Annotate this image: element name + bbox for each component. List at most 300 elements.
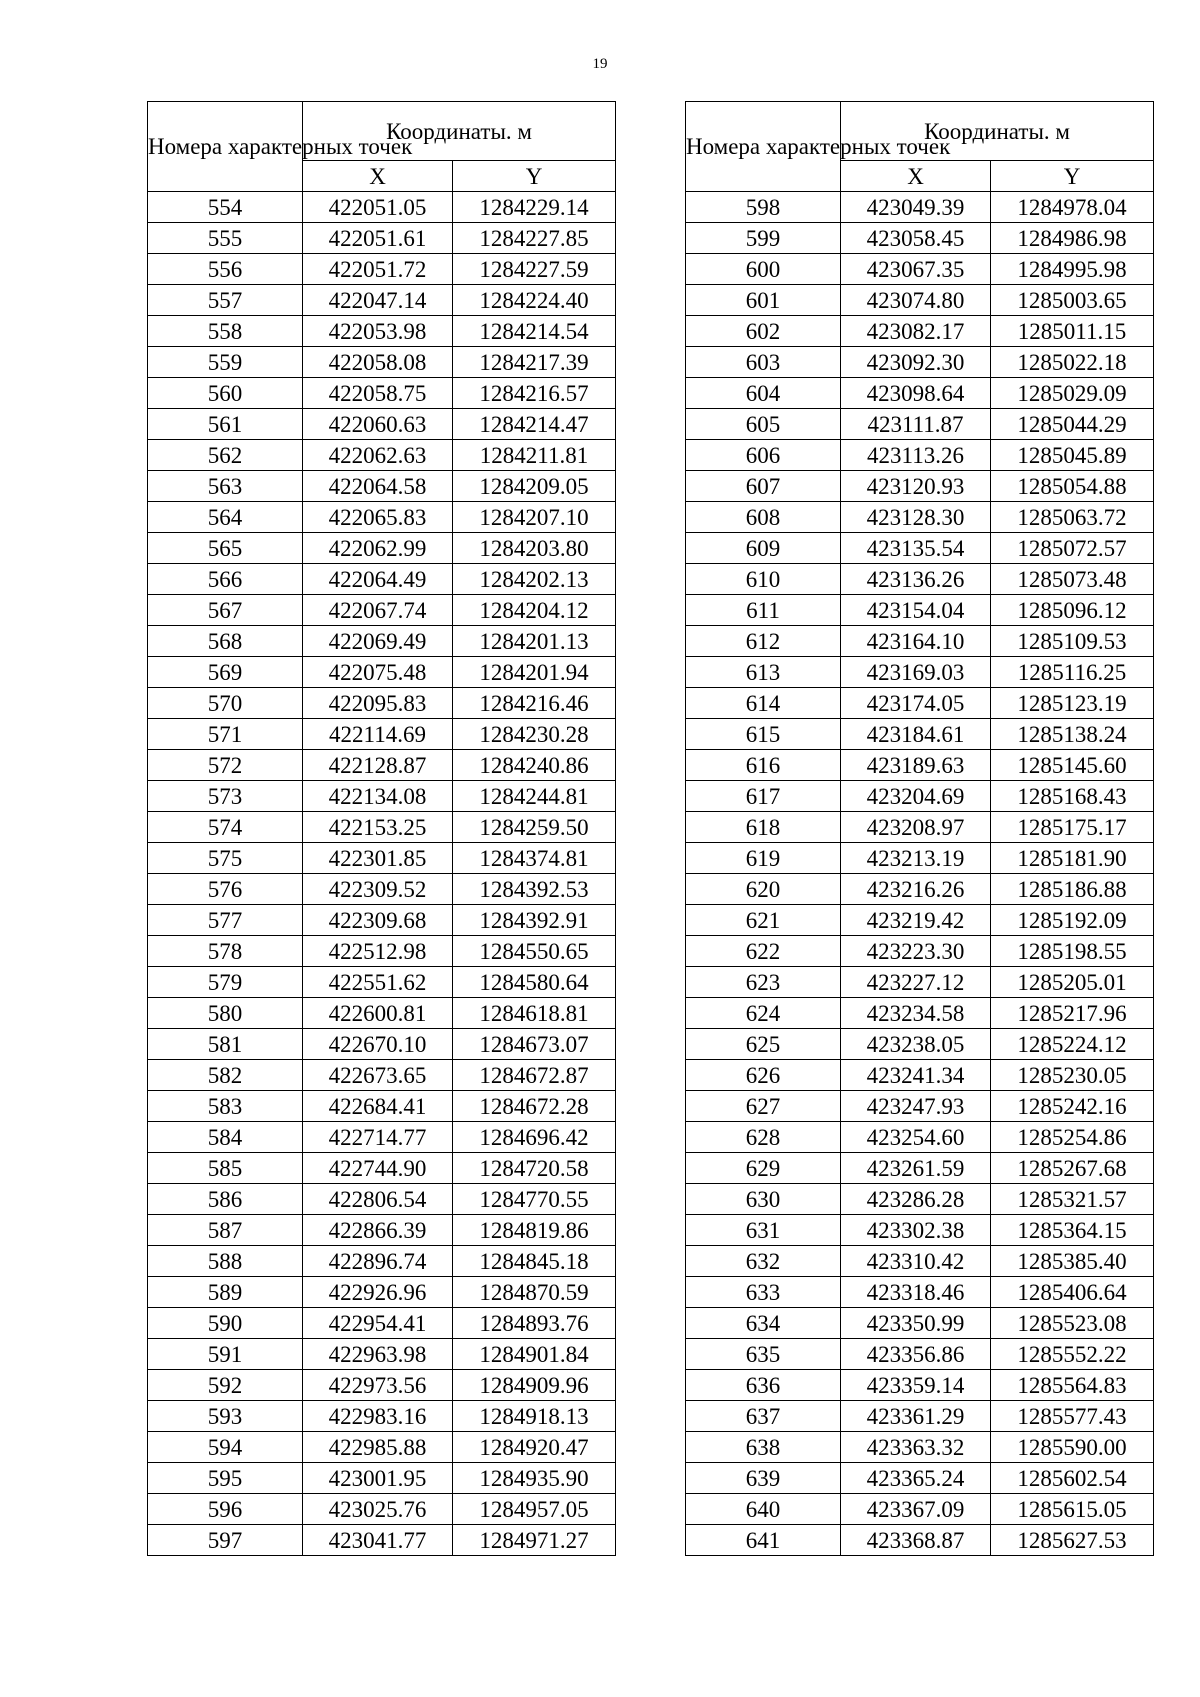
point-number-cell: 615 <box>686 719 841 750</box>
table-row <box>148 967 616 998</box>
y-coordinate-cell: 1285116.25 <box>991 657 1154 688</box>
header-point-numbers: Номера характерных точек <box>686 102 841 192</box>
y-coordinate-cell: 1284673.07 <box>453 1029 616 1060</box>
x-coordinate-cell: 423092.30 <box>841 347 991 378</box>
point-number-cell: 570 <box>148 688 303 719</box>
table-row <box>148 1091 616 1122</box>
x-coordinate-cell: 423049.39 <box>841 192 991 223</box>
y-coordinate-cell: 1284201.94 <box>453 657 616 688</box>
y-coordinate-cell: 1284216.46 <box>453 688 616 719</box>
point-number-cell: 568 <box>148 626 303 657</box>
y-coordinate-cell: 1284995.98 <box>991 254 1154 285</box>
table-row <box>148 378 616 409</box>
y-coordinate-cell: 1285022.18 <box>991 347 1154 378</box>
table-row <box>148 1246 616 1277</box>
point-number-cell: 590 <box>148 1308 303 1339</box>
x-coordinate-cell: 423208.97 <box>841 812 991 843</box>
point-number-cell: 572 <box>148 750 303 781</box>
x-coordinate-cell: 423216.26 <box>841 874 991 905</box>
table-row <box>686 1215 1154 1246</box>
point-number-cell: 636 <box>686 1370 841 1401</box>
y-coordinate-cell: 1285364.15 <box>991 1215 1154 1246</box>
x-coordinate-cell: 423254.60 <box>841 1122 991 1153</box>
x-coordinate-cell: 422309.52 <box>303 874 453 905</box>
point-number-cell: 639 <box>686 1463 841 1494</box>
y-coordinate-cell: 1284978.04 <box>991 192 1154 223</box>
point-number-cell: 614 <box>686 688 841 719</box>
x-coordinate-cell: 422067.74 <box>303 595 453 626</box>
x-coordinate-cell: 422714.77 <box>303 1122 453 1153</box>
y-coordinate-cell: 1284971.27 <box>453 1525 616 1556</box>
y-coordinate-cell: 1284909.96 <box>453 1370 616 1401</box>
y-coordinate-cell: 1285138.24 <box>991 719 1154 750</box>
x-coordinate-cell: 423154.04 <box>841 595 991 626</box>
x-coordinate-cell: 422069.49 <box>303 626 453 657</box>
point-number-cell: 569 <box>148 657 303 688</box>
y-coordinate-cell: 1284893.76 <box>453 1308 616 1339</box>
table-row <box>148 1029 616 1060</box>
y-coordinate-cell: 1285168.43 <box>991 781 1154 812</box>
x-coordinate-cell: 423041.77 <box>303 1525 453 1556</box>
x-coordinate-cell: 423113.26 <box>841 440 991 471</box>
point-number-cell: 608 <box>686 502 841 533</box>
table-row <box>686 1370 1154 1401</box>
y-coordinate-cell: 1285602.54 <box>991 1463 1154 1494</box>
x-coordinate-cell: 423174.05 <box>841 688 991 719</box>
y-coordinate-cell: 1284201.13 <box>453 626 616 657</box>
y-coordinate-cell: 1285267.68 <box>991 1153 1154 1184</box>
table-row <box>686 1277 1154 1308</box>
y-coordinate-cell: 1284227.59 <box>453 254 616 285</box>
point-number-cell: 618 <box>686 812 841 843</box>
point-number-cell: 564 <box>148 502 303 533</box>
point-number-cell: 591 <box>148 1339 303 1370</box>
table-row <box>148 1184 616 1215</box>
x-coordinate-cell: 423365.24 <box>841 1463 991 1494</box>
x-coordinate-cell: 423318.46 <box>841 1277 991 1308</box>
y-coordinate-cell: 1284920.47 <box>453 1432 616 1463</box>
table-row <box>686 719 1154 750</box>
y-coordinate-cell: 1285224.12 <box>991 1029 1154 1060</box>
table-row <box>148 1339 616 1370</box>
point-number-cell: 616 <box>686 750 841 781</box>
point-number-cell: 594 <box>148 1432 303 1463</box>
table-row <box>686 1153 1154 1184</box>
x-coordinate-cell: 423350.99 <box>841 1308 991 1339</box>
header-coordinates: Координаты. м <box>303 102 616 161</box>
y-coordinate-cell: 1284901.84 <box>453 1339 616 1370</box>
y-coordinate-cell: 1284211.81 <box>453 440 616 471</box>
x-coordinate-cell: 422744.90 <box>303 1153 453 1184</box>
x-coordinate-cell: 422058.08 <box>303 347 453 378</box>
y-coordinate-cell: 1284392.53 <box>453 874 616 905</box>
point-number-cell: 557 <box>148 285 303 316</box>
x-coordinate-cell: 422806.54 <box>303 1184 453 1215</box>
x-coordinate-cell: 423128.30 <box>841 502 991 533</box>
x-coordinate-cell: 423135.54 <box>841 533 991 564</box>
point-number-cell: 625 <box>686 1029 841 1060</box>
point-number-cell: 581 <box>148 1029 303 1060</box>
x-coordinate-cell: 422051.05 <box>303 192 453 223</box>
y-coordinate-cell: 1284770.55 <box>453 1184 616 1215</box>
point-number-cell: 558 <box>148 316 303 347</box>
y-coordinate-cell: 1285072.57 <box>991 533 1154 564</box>
y-coordinate-cell: 1285145.60 <box>991 750 1154 781</box>
point-number-cell: 612 <box>686 626 841 657</box>
y-coordinate-cell: 1285230.05 <box>991 1060 1154 1091</box>
y-coordinate-cell: 1285044.29 <box>991 409 1154 440</box>
table-row <box>148 1215 616 1246</box>
x-coordinate-cell: 423082.17 <box>841 316 991 347</box>
y-coordinate-cell: 1284202.13 <box>453 564 616 595</box>
point-number-cell: 584 <box>148 1122 303 1153</box>
x-coordinate-cell: 422954.41 <box>303 1308 453 1339</box>
x-coordinate-cell: 423367.09 <box>841 1494 991 1525</box>
table-row <box>148 595 616 626</box>
y-coordinate-cell: 1285590.00 <box>991 1432 1154 1463</box>
y-coordinate-cell: 1285254.86 <box>991 1122 1154 1153</box>
table-row <box>686 223 1154 254</box>
y-coordinate-cell: 1284392.91 <box>453 905 616 936</box>
x-coordinate-cell: 423241.34 <box>841 1060 991 1091</box>
y-coordinate-cell: 1284720.58 <box>453 1153 616 1184</box>
point-number-cell: 567 <box>148 595 303 626</box>
table-row <box>686 626 1154 657</box>
point-number-cell: 595 <box>148 1463 303 1494</box>
x-coordinate-cell: 423368.87 <box>841 1525 991 1556</box>
x-coordinate-cell: 422301.85 <box>303 843 453 874</box>
table-row <box>686 347 1154 378</box>
y-coordinate-cell: 1284986.98 <box>991 223 1154 254</box>
table-row <box>148 471 616 502</box>
y-coordinate-cell: 1285523.08 <box>991 1308 1154 1339</box>
table-row <box>148 316 616 347</box>
point-number-cell: 633 <box>686 1277 841 1308</box>
x-coordinate-cell: 422973.56 <box>303 1370 453 1401</box>
point-number-cell: 580 <box>148 998 303 1029</box>
table-body <box>686 192 1154 1556</box>
y-coordinate-cell: 1285242.16 <box>991 1091 1154 1122</box>
x-coordinate-cell: 422985.88 <box>303 1432 453 1463</box>
table-row <box>686 998 1154 1029</box>
table-row <box>686 750 1154 781</box>
point-number-cell: 632 <box>686 1246 841 1277</box>
x-coordinate-cell: 423227.12 <box>841 967 991 998</box>
table-row <box>686 533 1154 564</box>
header-point-numbers: Номера характерных точек <box>148 102 303 192</box>
page-number: 19 <box>592 56 608 72</box>
table-row <box>148 440 616 471</box>
point-number-cell: 565 <box>148 533 303 564</box>
point-number-cell: 640 <box>686 1494 841 1525</box>
point-number-cell: 566 <box>148 564 303 595</box>
y-coordinate-cell: 1284216.57 <box>453 378 616 409</box>
x-coordinate-cell: 422075.48 <box>303 657 453 688</box>
x-coordinate-cell: 423169.03 <box>841 657 991 688</box>
x-coordinate-cell: 423361.29 <box>841 1401 991 1432</box>
table-row <box>686 378 1154 409</box>
point-number-cell: 577 <box>148 905 303 936</box>
table-row <box>686 1060 1154 1091</box>
y-coordinate-cell: 1285627.53 <box>991 1525 1154 1556</box>
x-coordinate-cell: 422134.08 <box>303 781 453 812</box>
x-coordinate-cell: 422047.14 <box>303 285 453 316</box>
point-number-cell: 600 <box>686 254 841 285</box>
point-number-cell: 585 <box>148 1153 303 1184</box>
table-row <box>686 874 1154 905</box>
table-row <box>148 285 616 316</box>
table-row <box>686 254 1154 285</box>
x-coordinate-cell: 423310.42 <box>841 1246 991 1277</box>
point-number-cell: 563 <box>148 471 303 502</box>
point-number-cell: 623 <box>686 967 841 998</box>
table-row <box>686 1029 1154 1060</box>
table-row <box>686 1091 1154 1122</box>
x-coordinate-cell: 423001.95 <box>303 1463 453 1494</box>
table-row <box>148 1060 616 1091</box>
x-coordinate-cell: 422128.87 <box>303 750 453 781</box>
table-row <box>686 595 1154 626</box>
y-coordinate-cell: 1284550.65 <box>453 936 616 967</box>
table-row <box>148 1122 616 1153</box>
y-coordinate-cell: 1284244.81 <box>453 781 616 812</box>
x-coordinate-cell: 422065.83 <box>303 502 453 533</box>
point-number-cell: 586 <box>148 1184 303 1215</box>
header-coordinates: Координаты. м <box>841 102 1154 161</box>
y-coordinate-cell: 1285205.01 <box>991 967 1154 998</box>
x-coordinate-cell: 423219.42 <box>841 905 991 936</box>
table-row <box>686 1122 1154 1153</box>
table-row <box>148 1525 616 1556</box>
table-row <box>148 688 616 719</box>
point-number-cell: 631 <box>686 1215 841 1246</box>
x-coordinate-cell: 423356.86 <box>841 1339 991 1370</box>
y-coordinate-cell: 1284374.81 <box>453 843 616 874</box>
x-coordinate-cell: 423223.30 <box>841 936 991 967</box>
y-coordinate-cell: 1285406.64 <box>991 1277 1154 1308</box>
header-x: X <box>303 161 453 192</box>
x-coordinate-cell: 422051.72 <box>303 254 453 285</box>
point-number-cell: 638 <box>686 1432 841 1463</box>
point-number-cell: 604 <box>686 378 841 409</box>
y-coordinate-cell: 1285096.12 <box>991 595 1154 626</box>
table-row <box>148 502 616 533</box>
y-coordinate-cell: 1285186.88 <box>991 874 1154 905</box>
x-coordinate-cell: 423213.19 <box>841 843 991 874</box>
table-row <box>148 1277 616 1308</box>
point-number-cell: 599 <box>686 223 841 254</box>
y-coordinate-cell: 1285217.96 <box>991 998 1154 1029</box>
table-row <box>148 347 616 378</box>
x-coordinate-cell: 422309.68 <box>303 905 453 936</box>
x-coordinate-cell: 422064.58 <box>303 471 453 502</box>
table-row <box>148 998 616 1029</box>
x-coordinate-cell: 422095.83 <box>303 688 453 719</box>
y-coordinate-cell: 1284217.39 <box>453 347 616 378</box>
point-number-cell: 619 <box>686 843 841 874</box>
x-coordinate-cell: 422673.65 <box>303 1060 453 1091</box>
x-coordinate-cell: 423074.80 <box>841 285 991 316</box>
x-coordinate-cell: 423164.10 <box>841 626 991 657</box>
x-coordinate-cell: 422926.96 <box>303 1277 453 1308</box>
x-coordinate-cell: 423136.26 <box>841 564 991 595</box>
point-number-cell: 620 <box>686 874 841 905</box>
y-coordinate-cell: 1284229.14 <box>453 192 616 223</box>
coordinates-table-right <box>685 101 1154 1556</box>
table-row <box>148 812 616 843</box>
y-coordinate-cell: 1285109.53 <box>991 626 1154 657</box>
point-number-cell: 573 <box>148 781 303 812</box>
table-row <box>148 1308 616 1339</box>
point-number-cell: 601 <box>686 285 841 316</box>
x-coordinate-cell: 423184.61 <box>841 719 991 750</box>
table-row <box>686 1184 1154 1215</box>
x-coordinate-cell: 423234.58 <box>841 998 991 1029</box>
table-row <box>686 781 1154 812</box>
table-row <box>686 936 1154 967</box>
y-coordinate-cell: 1285029.09 <box>991 378 1154 409</box>
point-number-cell: 560 <box>148 378 303 409</box>
y-coordinate-cell: 1284240.86 <box>453 750 616 781</box>
point-number-cell: 578 <box>148 936 303 967</box>
point-number-cell: 582 <box>148 1060 303 1091</box>
point-number-cell: 607 <box>686 471 841 502</box>
point-number-cell: 617 <box>686 781 841 812</box>
x-coordinate-cell: 422060.63 <box>303 409 453 440</box>
x-coordinate-cell: 422058.75 <box>303 378 453 409</box>
y-coordinate-cell: 1285181.90 <box>991 843 1154 874</box>
x-coordinate-cell: 423058.45 <box>841 223 991 254</box>
point-number-cell: 628 <box>686 1122 841 1153</box>
x-coordinate-cell: 422684.41 <box>303 1091 453 1122</box>
table-row <box>686 502 1154 533</box>
table-row <box>148 719 616 750</box>
point-number-cell: 634 <box>686 1308 841 1339</box>
x-coordinate-cell: 422064.49 <box>303 564 453 595</box>
x-coordinate-cell: 422963.98 <box>303 1339 453 1370</box>
y-coordinate-cell: 1284845.18 <box>453 1246 616 1277</box>
point-number-cell: 605 <box>686 409 841 440</box>
y-coordinate-cell: 1284957.05 <box>453 1494 616 1525</box>
x-coordinate-cell: 423067.35 <box>841 254 991 285</box>
table-row <box>686 440 1154 471</box>
y-coordinate-cell: 1284819.86 <box>453 1215 616 1246</box>
point-number-cell: 576 <box>148 874 303 905</box>
point-number-cell: 593 <box>148 1401 303 1432</box>
point-number-cell: 554 <box>148 192 303 223</box>
table-row <box>686 905 1154 936</box>
point-number-cell: 589 <box>148 1277 303 1308</box>
table-row <box>148 409 616 440</box>
y-coordinate-cell: 1284227.85 <box>453 223 616 254</box>
x-coordinate-cell: 422670.10 <box>303 1029 453 1060</box>
x-coordinate-cell: 423286.28 <box>841 1184 991 1215</box>
table-row <box>148 533 616 564</box>
x-coordinate-cell: 422062.99 <box>303 533 453 564</box>
header-y: Y <box>991 161 1154 192</box>
point-number-cell: 613 <box>686 657 841 688</box>
y-coordinate-cell: 1285123.19 <box>991 688 1154 719</box>
table-row <box>148 1432 616 1463</box>
x-coordinate-cell: 422600.81 <box>303 998 453 1029</box>
x-coordinate-cell: 423111.87 <box>841 409 991 440</box>
point-number-cell: 624 <box>686 998 841 1029</box>
table-row <box>148 564 616 595</box>
x-coordinate-cell: 423098.64 <box>841 378 991 409</box>
x-coordinate-cell: 422512.98 <box>303 936 453 967</box>
y-coordinate-cell: 1285615.05 <box>991 1494 1154 1525</box>
y-coordinate-cell: 1284672.87 <box>453 1060 616 1091</box>
table-row <box>148 223 616 254</box>
x-coordinate-cell: 422896.74 <box>303 1246 453 1277</box>
table-row <box>148 781 616 812</box>
x-coordinate-cell: 423238.05 <box>841 1029 991 1060</box>
y-coordinate-cell: 1285011.15 <box>991 316 1154 347</box>
table-row <box>686 1339 1154 1370</box>
table-row <box>148 657 616 688</box>
x-coordinate-cell: 423120.93 <box>841 471 991 502</box>
table-row <box>686 1308 1154 1339</box>
y-coordinate-cell: 1285577.43 <box>991 1401 1154 1432</box>
table-body <box>148 192 616 1556</box>
x-coordinate-cell: 423189.63 <box>841 750 991 781</box>
table-row <box>148 874 616 905</box>
table-row <box>686 657 1154 688</box>
table-row <box>686 967 1154 998</box>
table-row <box>148 1494 616 1525</box>
table-row <box>148 626 616 657</box>
y-coordinate-cell: 1285198.55 <box>991 936 1154 967</box>
table-row <box>148 254 616 285</box>
y-coordinate-cell: 1284259.50 <box>453 812 616 843</box>
table-row <box>686 285 1154 316</box>
y-coordinate-cell: 1285385.40 <box>991 1246 1154 1277</box>
table-row <box>148 1401 616 1432</box>
point-number-cell: 622 <box>686 936 841 967</box>
y-coordinate-cell: 1285063.72 <box>991 502 1154 533</box>
table-row <box>686 192 1154 223</box>
y-coordinate-cell: 1285175.17 <box>991 812 1154 843</box>
table-row <box>686 1432 1154 1463</box>
x-coordinate-cell: 423261.59 <box>841 1153 991 1184</box>
point-number-cell: 587 <box>148 1215 303 1246</box>
table-row <box>148 1463 616 1494</box>
table-row <box>686 564 1154 595</box>
table-row <box>148 1153 616 1184</box>
table-row <box>686 812 1154 843</box>
point-number-cell: 637 <box>686 1401 841 1432</box>
table-row <box>148 750 616 781</box>
y-coordinate-cell: 1285564.83 <box>991 1370 1154 1401</box>
x-coordinate-cell: 422983.16 <box>303 1401 453 1432</box>
x-coordinate-cell: 422051.61 <box>303 223 453 254</box>
point-number-cell: 583 <box>148 1091 303 1122</box>
point-number-cell: 630 <box>686 1184 841 1215</box>
x-coordinate-cell: 423363.32 <box>841 1432 991 1463</box>
coordinates-table-left <box>147 101 616 1556</box>
x-coordinate-cell: 423302.38 <box>841 1215 991 1246</box>
x-coordinate-cell: 423025.76 <box>303 1494 453 1525</box>
y-coordinate-cell: 1284207.10 <box>453 502 616 533</box>
point-number-cell: 555 <box>148 223 303 254</box>
point-number-cell: 596 <box>148 1494 303 1525</box>
point-number-cell: 561 <box>148 409 303 440</box>
point-number-cell: 598 <box>686 192 841 223</box>
table-row <box>686 688 1154 719</box>
table-row <box>686 316 1154 347</box>
point-number-cell: 571 <box>148 719 303 750</box>
table-row <box>686 1494 1154 1525</box>
